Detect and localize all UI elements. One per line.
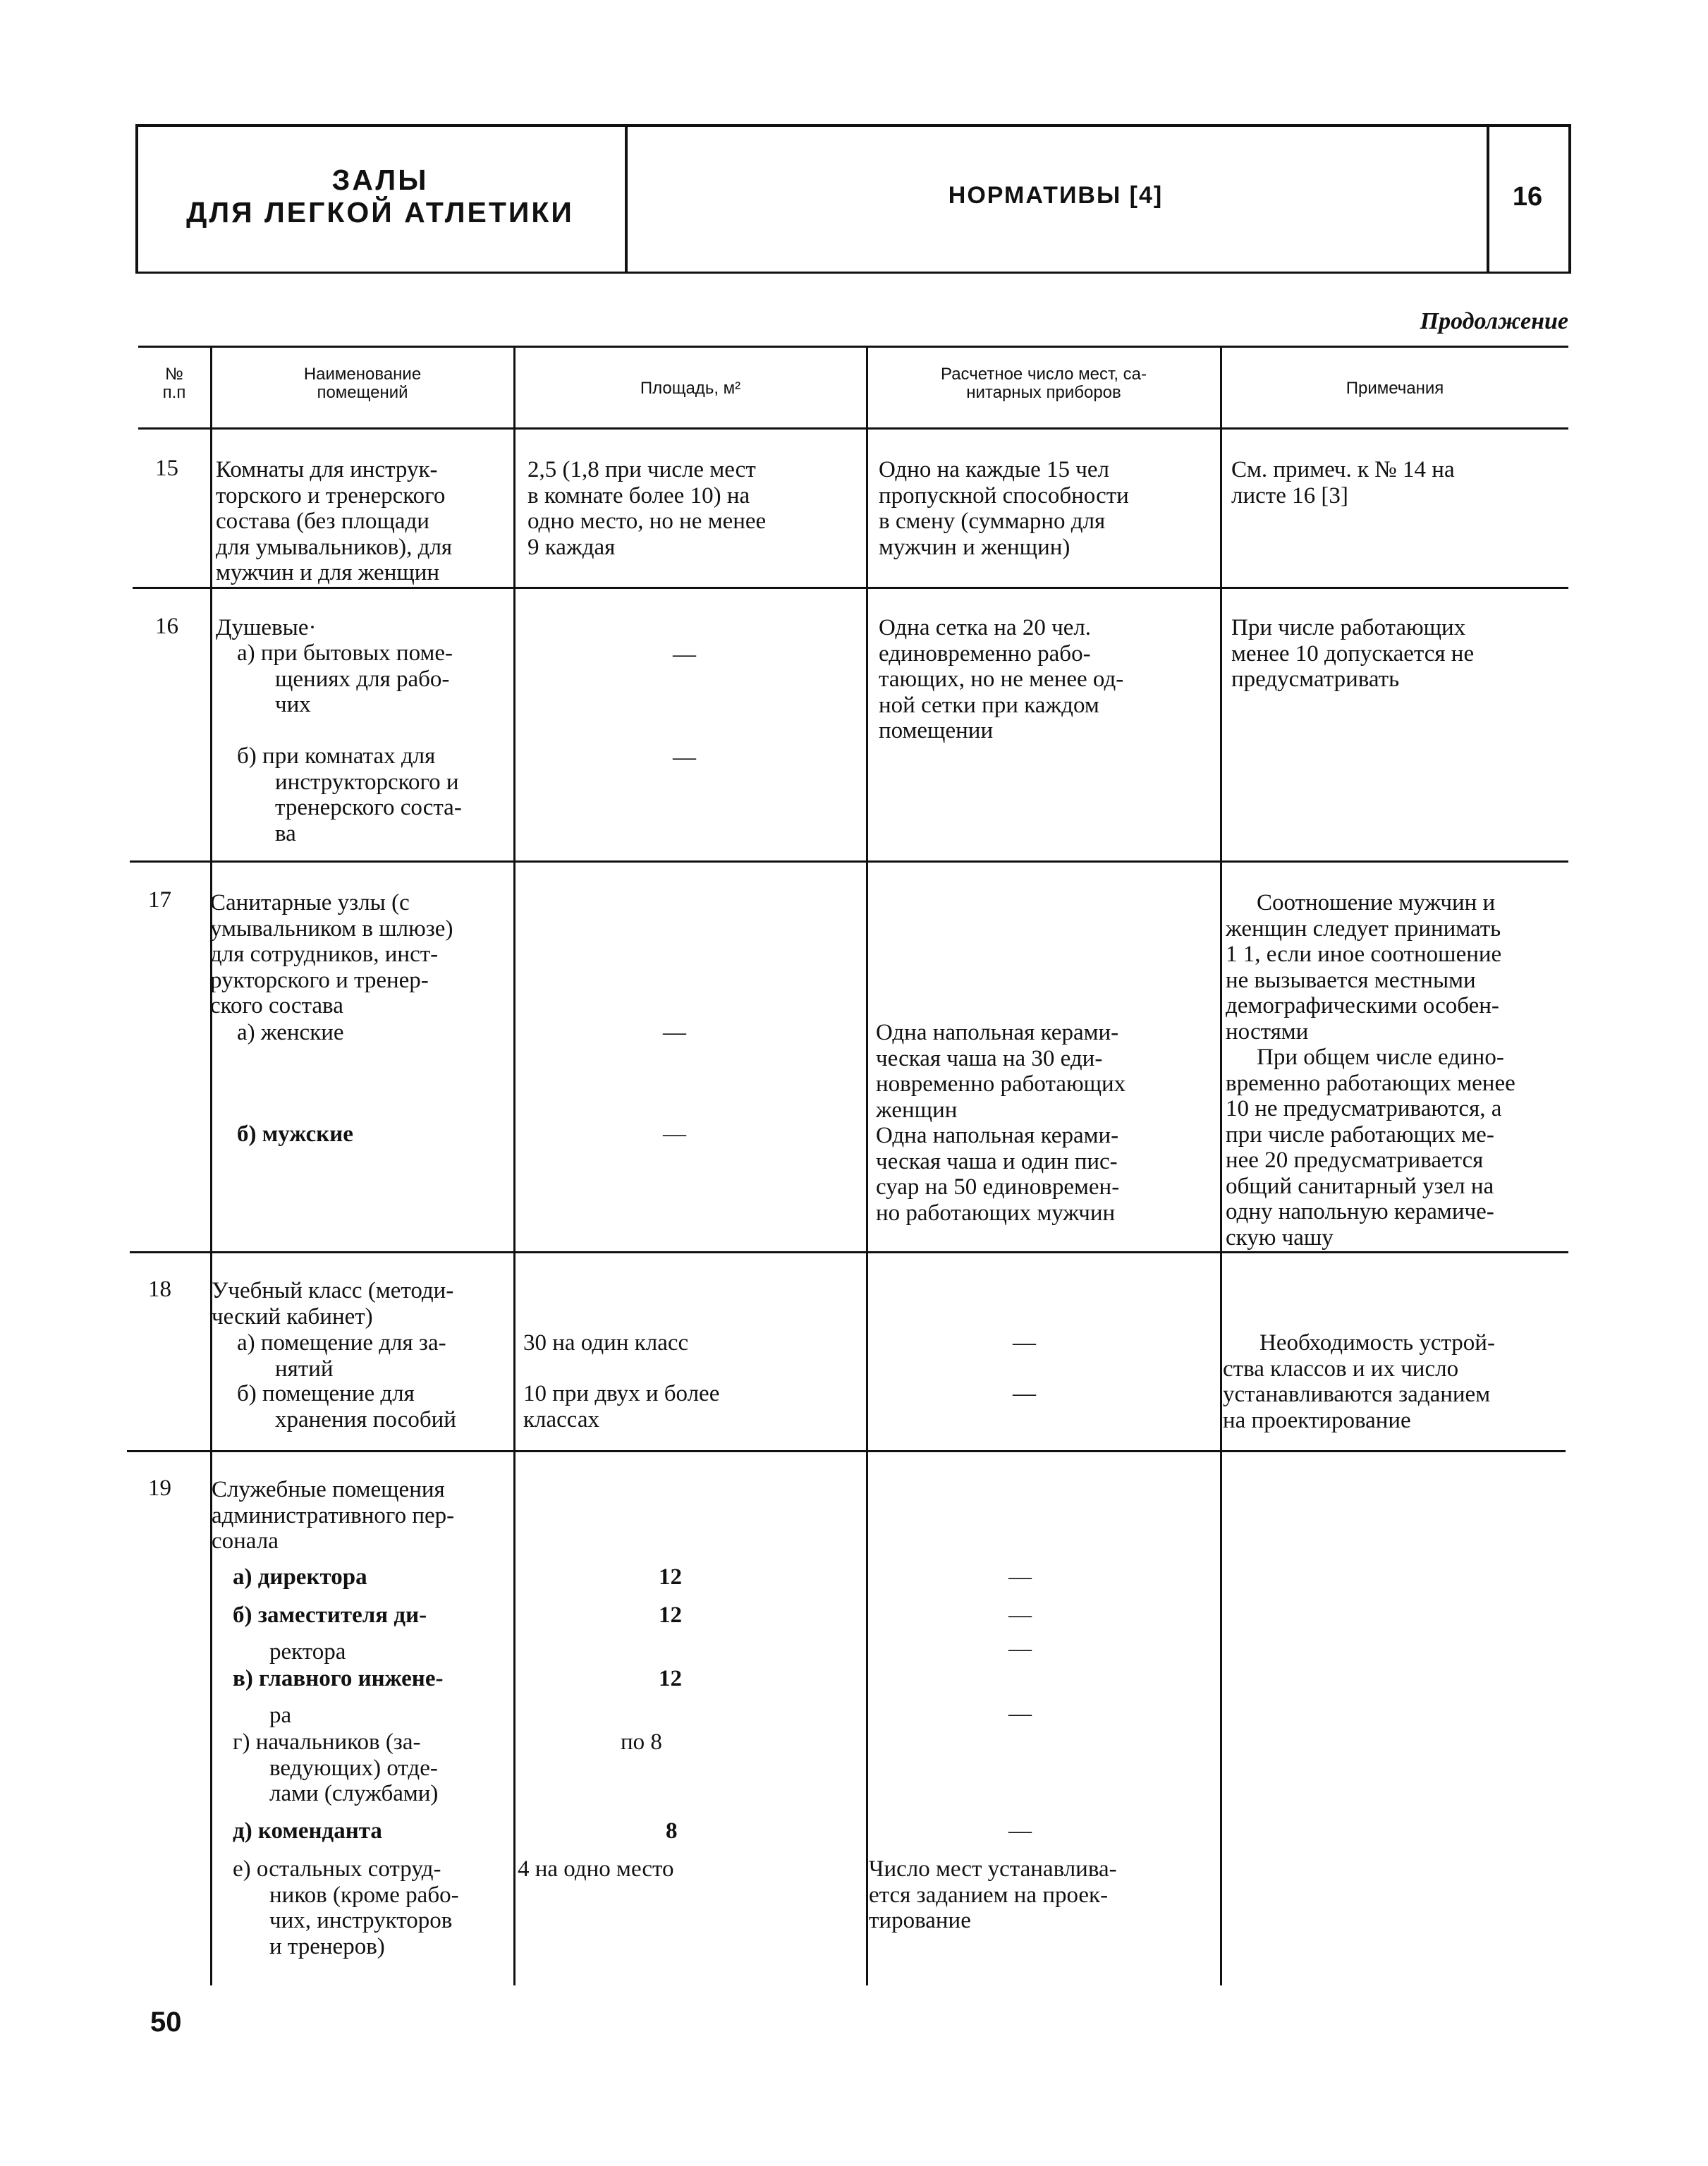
row-18-area-line: классах xyxy=(523,1406,599,1432)
row-15-places-line: в смену (суммарно для xyxy=(879,509,1106,534)
row-17-notes-line: Соотношение мужчин и xyxy=(1257,890,1496,915)
sheet-header xyxy=(135,124,1571,274)
row-18-name-line: Учебный класс (методи- xyxy=(212,1278,454,1303)
row-19-area-a: 12 xyxy=(659,1564,682,1590)
row-18-notes-line: на проектирование xyxy=(1223,1407,1411,1433)
row-divider-15 xyxy=(133,587,1568,589)
row-19-places-d: — xyxy=(1008,1701,1032,1727)
row-19-name-e: д) коменданта xyxy=(233,1818,382,1844)
row-17-name-line: для сотрудников, инст- xyxy=(210,942,439,967)
col-header-places xyxy=(867,365,1220,402)
row-16-places-line: ной сетки при каждом xyxy=(879,692,1099,718)
row-divider-18 xyxy=(127,1450,1566,1452)
row-19-places-e: — xyxy=(1008,1818,1032,1844)
row-16-name-line: чих xyxy=(275,692,311,717)
col-line-1 xyxy=(210,346,212,1985)
row-18-number: 18 xyxy=(148,1277,171,1302)
row-18-name-line: нятий xyxy=(275,1356,334,1382)
row-19-places-a: — xyxy=(1008,1564,1032,1590)
row-16-name-a xyxy=(237,640,453,718)
row-17-name-a: а) женские xyxy=(237,1020,344,1045)
row-15-places-line: пропускной способности xyxy=(879,482,1129,509)
row-19-name-d xyxy=(233,1729,438,1807)
row-19-name-f xyxy=(233,1856,459,1959)
row-17-area-a: — xyxy=(663,1020,686,1045)
row-16-notes xyxy=(1231,615,1474,693)
row-15-name-line: мужчин и для женщин xyxy=(216,560,440,585)
row-17-places-line: новременно работающих xyxy=(876,1071,1126,1097)
row-19-number: 19 xyxy=(148,1476,171,1501)
row-15-area-line: одно место, но не менее xyxy=(527,509,767,534)
row-19-name-line: сонала xyxy=(212,1528,279,1554)
row-16-name-line: б) при комнатах для xyxy=(237,743,436,769)
row-17-places-line: суар на 50 единовремен- xyxy=(876,1174,1120,1200)
row-17-notes-line: ностями xyxy=(1226,1018,1309,1045)
row-15-area xyxy=(527,457,766,560)
page-number: 50 xyxy=(150,2007,182,2038)
row-19-name-b-cont: ректора xyxy=(269,1639,346,1665)
row-19-area-d: по 8 xyxy=(621,1729,662,1755)
row-15-places-line: мужчин и женщин) xyxy=(879,534,1070,560)
row-19-name-b: б) заместителя ди- xyxy=(233,1602,427,1628)
row-17-name-line: рукторского и тренер- xyxy=(210,967,429,993)
row-15-name-line: Комнаты для инструк- xyxy=(216,457,438,482)
row-16-name-b xyxy=(237,743,462,846)
row-16-name-line: тренерского соста- xyxy=(275,795,462,820)
row-19-name-a: а) директора xyxy=(233,1564,367,1590)
row-15-notes-line: листе 16 [3] xyxy=(1231,482,1348,509)
row-17-places xyxy=(876,1020,1126,1226)
col-header-places-line2: нитарных приборов xyxy=(966,383,1121,402)
row-16-number: 16 xyxy=(155,614,178,639)
table-top-line xyxy=(138,346,1568,348)
row-18-notes-line: Необходимость устрой- xyxy=(1259,1330,1495,1356)
row-16-places-line: единовременно рабо- xyxy=(879,640,1091,667)
row-17-notes-line: демографическими особен- xyxy=(1226,993,1499,1018)
col-line-4 xyxy=(1220,346,1222,1985)
row-19-places-f xyxy=(869,1856,1117,1934)
col-header-places-line1: Расчетное число мест, са- xyxy=(940,365,1147,384)
row-15-area-line: в комнате более 10) на xyxy=(527,482,750,509)
row-16-name-line: а) при бытовых поме- xyxy=(237,640,453,666)
row-15-places xyxy=(879,457,1129,560)
row-17-name-b: б) мужские xyxy=(237,1121,353,1147)
row-16-name-title: Душевые· xyxy=(216,615,317,640)
row-18-name-line: а) помещение для за- xyxy=(237,1330,446,1356)
row-18-name-b xyxy=(237,1381,456,1432)
row-19-name-line: административного пер- xyxy=(212,1502,455,1528)
row-17-name-line: Санитарные узлы (с xyxy=(210,890,410,915)
row-19-places-line: Число мест устанавлива- xyxy=(869,1856,1117,1882)
row-18-places-b: — xyxy=(1013,1381,1036,1406)
row-19-name-line: е) остальных сотруд- xyxy=(233,1856,441,1882)
row-15-name-line: торского и тренерского xyxy=(216,482,446,509)
table-header-line xyxy=(138,427,1568,430)
row-19-area-c: 12 xyxy=(659,1666,682,1691)
row-17-notes-line: скую чашу xyxy=(1226,1224,1334,1251)
row-16-notes-line: менее 10 допускается не xyxy=(1231,640,1475,667)
col-header-name-line1: Наименование xyxy=(303,365,422,384)
row-18-area-line: 10 при двух и более xyxy=(523,1381,720,1406)
col-header-name xyxy=(212,365,513,402)
row-16-notes-line: При числе работающих xyxy=(1231,615,1466,640)
row-15-notes-line: См. примеч. к № 14 на xyxy=(1231,457,1455,482)
row-19-places-b: — xyxy=(1008,1602,1032,1628)
row-17-name xyxy=(210,890,453,1019)
row-17-notes-line: При общем числе едино- xyxy=(1257,1045,1504,1070)
row-16-places xyxy=(879,615,1123,744)
row-19-name-line: лами (службами) xyxy=(269,1781,439,1806)
row-15-area-line: 2,5 (1,8 при числе мест xyxy=(527,457,756,482)
row-17-notes-line: одну напольную керамиче- xyxy=(1226,1199,1494,1224)
row-19-name-title xyxy=(212,1477,454,1554)
col-line-2 xyxy=(513,346,516,1985)
row-17-number: 17 xyxy=(148,887,171,913)
row-18-name-line: хранения пособий xyxy=(275,1406,456,1432)
row-18-area-a: 30 на один класс xyxy=(523,1330,689,1356)
col-header-no-line2: п.п xyxy=(162,383,186,402)
row-18-notes-line: устанавливаются заданием xyxy=(1223,1382,1491,1407)
row-17-notes-line: временно работающих менее xyxy=(1226,1070,1515,1096)
row-17-notes-line: женщин следует принимать xyxy=(1226,915,1501,942)
row-19-area-f: 4 на одно место xyxy=(518,1856,674,1882)
row-17-places-line: Одна напольная керами- xyxy=(876,1123,1119,1148)
header-title-line2: ДЛЯ ЛЕГКОЙ АТЛЕТИКИ xyxy=(186,196,574,229)
col-header-no xyxy=(138,365,210,402)
row-17-places-line: женщин xyxy=(876,1097,958,1123)
row-19-area-b: 12 xyxy=(659,1602,682,1628)
header-title xyxy=(135,164,625,229)
row-16-name-line: инструкторского и xyxy=(275,769,459,795)
col-header-no-line1: № xyxy=(165,365,183,384)
row-19-name-line: Служебные помещения xyxy=(212,1477,445,1502)
row-18-name-title xyxy=(212,1278,453,1330)
row-19-name-line: ведующих) отде- xyxy=(269,1755,438,1781)
row-18-places-a: — xyxy=(1013,1330,1036,1356)
row-18-name-line: б) помещение для xyxy=(237,1381,415,1406)
row-17-places-line: Одна напольная керами- xyxy=(876,1020,1119,1045)
row-17-area-b: — xyxy=(663,1121,686,1147)
header-sheet-number: 16 xyxy=(1512,182,1543,212)
row-17-places-line: но работающих мужчин xyxy=(876,1200,1116,1226)
row-19-name-line: чих, инструкторов xyxy=(269,1908,453,1933)
row-17-places-line: ческая чаша на 30 еди- xyxy=(876,1045,1103,1071)
row-19-name-line: ников (кроме рабо- xyxy=(269,1882,459,1908)
row-17-notes-line: 10 не предусматриваются, а xyxy=(1226,1096,1502,1121)
row-16-area-a: — xyxy=(673,642,696,667)
row-19-name-c-cont: ра xyxy=(269,1703,292,1728)
row-divider-17 xyxy=(130,1251,1568,1253)
header-title-line1: ЗАЛЫ xyxy=(331,164,429,196)
row-19-name-line: г) начальников (за- xyxy=(233,1729,421,1755)
row-17-notes-line: 1 1, если иное соотношение xyxy=(1226,942,1502,967)
row-18-name-line: ческий кабинет) xyxy=(212,1303,373,1330)
row-17-notes xyxy=(1226,890,1515,1251)
row-15-area-line: 9 каждая xyxy=(527,534,616,560)
header-section: НОРМАТИВЫ [4] xyxy=(948,182,1164,209)
header-border-right xyxy=(1568,127,1571,272)
row-17-notes-line: нее 20 предусматривается xyxy=(1226,1148,1484,1173)
row-19-area-e: 8 xyxy=(666,1818,678,1844)
row-19-name-c: в) главного инжене- xyxy=(233,1666,444,1691)
row-17-notes-line: общий санитарный узел на xyxy=(1226,1173,1494,1199)
row-15-name xyxy=(216,457,452,586)
row-16-notes-line: предусматривать xyxy=(1231,667,1400,692)
row-18-notes xyxy=(1223,1330,1495,1433)
row-16-name-line: щениях для рабо- xyxy=(275,666,450,692)
continuation-label: Продолжение xyxy=(1420,308,1568,334)
row-16-name-line: ва xyxy=(275,820,296,846)
col-header-area: Площадь, м² xyxy=(640,379,741,398)
row-16-places-line: помещении xyxy=(879,718,994,743)
row-15-notes xyxy=(1231,457,1455,509)
row-17-places-line: ческая чаша и один пис- xyxy=(876,1148,1118,1174)
row-17-notes-line: при числе работающих ме- xyxy=(1226,1121,1494,1148)
row-16-area-b: — xyxy=(673,745,696,770)
row-15-places-line: Одно на каждые 15 чел xyxy=(879,457,1109,482)
col-header-name-line2: помещений xyxy=(317,383,408,402)
row-18-name-a xyxy=(237,1330,446,1382)
row-19-name-line: и тренеров) xyxy=(269,1933,385,1959)
row-16-places-line: тающих, но не менее од- xyxy=(879,667,1124,692)
col-line-3 xyxy=(866,346,868,1985)
row-19-places-line: тирование xyxy=(869,1908,971,1933)
row-16-places-line: Одна сетка на 20 чел. xyxy=(879,615,1092,640)
row-17-notes-line: не вызывается местными xyxy=(1226,967,1476,993)
row-15-number: 15 xyxy=(155,456,178,481)
row-18-notes-line: ства классов и их число xyxy=(1223,1356,1459,1382)
row-divider-16 xyxy=(130,860,1568,863)
row-15-name-line: для умывальников), для xyxy=(216,534,453,560)
row-15-name-line: состава (без площади xyxy=(216,509,429,534)
col-header-notes: Примечания xyxy=(1346,379,1444,398)
row-17-name-line: ского состава xyxy=(210,993,343,1018)
row-19-places-line: ется заданием на проек- xyxy=(869,1882,1109,1908)
row-19-places-c: — xyxy=(1008,1636,1032,1662)
row-18-area-b xyxy=(523,1381,719,1432)
row-17-name-line: умывальником в шлюзе) xyxy=(210,915,453,942)
